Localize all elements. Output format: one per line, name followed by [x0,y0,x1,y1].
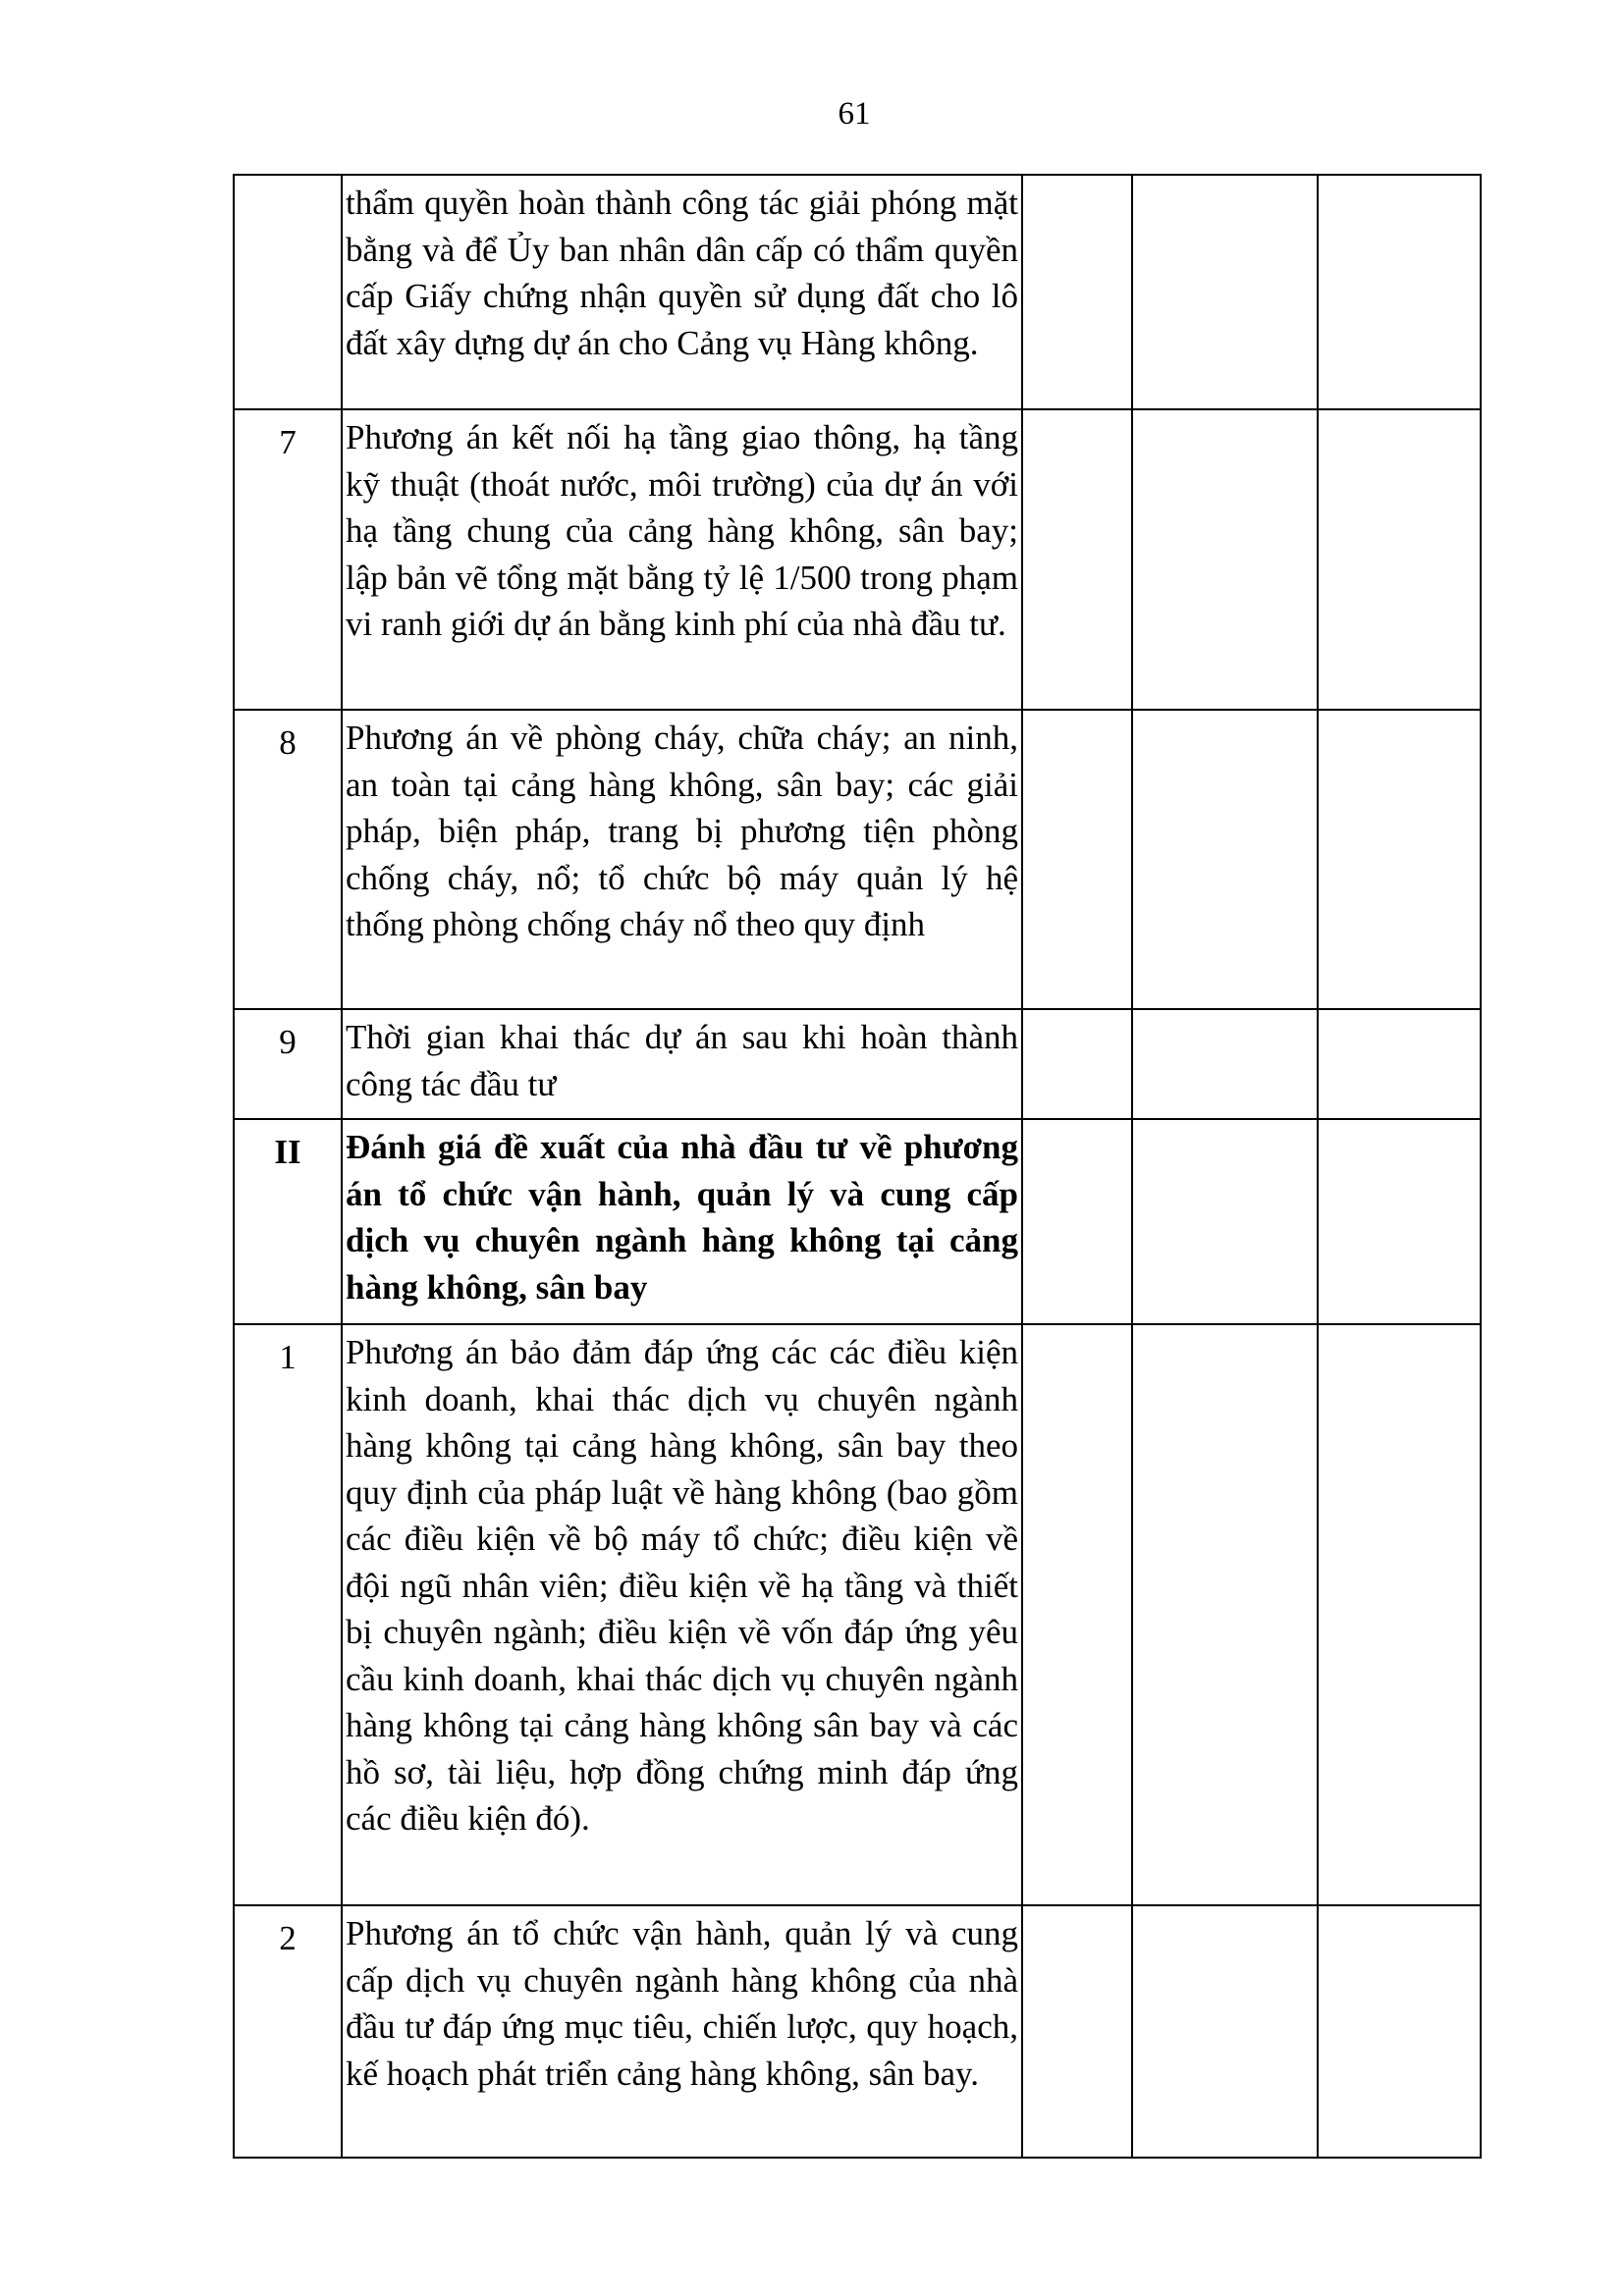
table-row [234,710,1481,1009]
table-row [234,1905,1481,2158]
empty-cell [1132,1324,1318,1905]
row-content: Thời gian khai thác dự án sau khi hoàn thành công tác đầu tư [342,1009,1022,1119]
row-content: Phương án tổ chức vận hành, quản lý và cung cấp dịch vụ chuyên ngành hàng không của nhà đầu tư đáp ứng mục tiêu, chiến lược, quy hoạch, kế hoạch phát triển cảng hàng không, sân bay. [342,1905,1022,2158]
section-number: II [234,1119,342,1324]
empty-cell [1318,710,1481,1009]
empty-cell [1132,710,1318,1009]
empty-cell [1132,1009,1318,1119]
empty-cell [1022,710,1132,1009]
empty-cell [1022,1905,1132,2158]
empty-cell [1022,175,1132,409]
empty-cell [1132,175,1318,409]
empty-cell [1318,1324,1481,1905]
row-number: 8 [234,710,342,1009]
empty-cell [1318,1905,1481,2158]
row-content: Phương án bảo đảm đáp ứng các các điều kiện kinh doanh, khai thác dịch vụ chuyên ngành hàng không tại cảng hàng không, sân bay theo quy định của pháp luật về hàng không (bao gồm các điều kiện về bộ máy tổ chức; điều kiện về đội ngũ nhân viên; điều kiện về hạ tầng và thiết bị chuyên ngành; điều kiện về vốn đáp ứng yêu cầu kinh doanh, khai thác dịch vụ chuyên ngành hàng không tại cảng hàng không sân bay và các hồ sơ, tài liệu, hợp đồng chứng minh đáp ứng các điều kiện đó). [342,1324,1022,1905]
evaluation-table [233,174,1482,2159]
row-content: Phương án về phòng cháy, chữa cháy; an ninh, an toàn tại cảng hàng không, sân bay; các giải pháp, biện pháp, trang bị phương tiện phòng chống cháy, nổ; tổ chức bộ máy quản lý hệ thống phòng chống cháy nổ theo quy định [342,710,1022,1009]
page-number: 61 [838,96,871,132]
row-number: 9 [234,1009,342,1119]
empty-cell [1318,1119,1481,1324]
row-content: thẩm quyền hoàn thành công tác giải phóng mặt bằng và để Ủy ban nhân dân cấp có thẩm quyền cấp Giấy chứng nhận quyền sử dụng đất cho lô đất xây dựng dự án cho Cảng vụ Hàng không. [342,175,1022,409]
empty-cell [1022,409,1132,710]
empty-cell [1318,175,1481,409]
empty-cell [1132,1905,1318,2158]
empty-cell [1132,1119,1318,1324]
row-number: 1 [234,1324,342,1905]
empty-cell [1022,1009,1132,1119]
empty-cell [1022,1119,1132,1324]
table-row [234,1009,1481,1119]
empty-cell [1132,409,1318,710]
table-row [234,1119,1481,1324]
row-number: 7 [234,409,342,710]
row-number: 2 [234,1905,342,2158]
empty-cell [1318,1009,1481,1119]
empty-cell [1318,409,1481,710]
table-row [234,175,1481,409]
section-heading: Đánh giá đề xuất của nhà đầu tư về phương án tổ chức vận hành, quản lý và cung cấp dịch vụ chuyên ngành hàng không tại cảng hàng không, sân bay [342,1119,1022,1324]
table-row [234,409,1481,710]
table-row [234,1324,1481,1905]
row-content: Phương án kết nối hạ tầng giao thông, hạ tầng kỹ thuật (thoát nước, môi trường) của dự án với hạ tầng chung của cảng hàng không, sân bay; lập bản vẽ tổng mặt bằng tỷ lệ 1/500 trong phạm vi ranh giới dự án bằng kinh phí của nhà đầu tư. [342,409,1022,710]
row-number [234,175,342,409]
empty-cell [1022,1324,1132,1905]
